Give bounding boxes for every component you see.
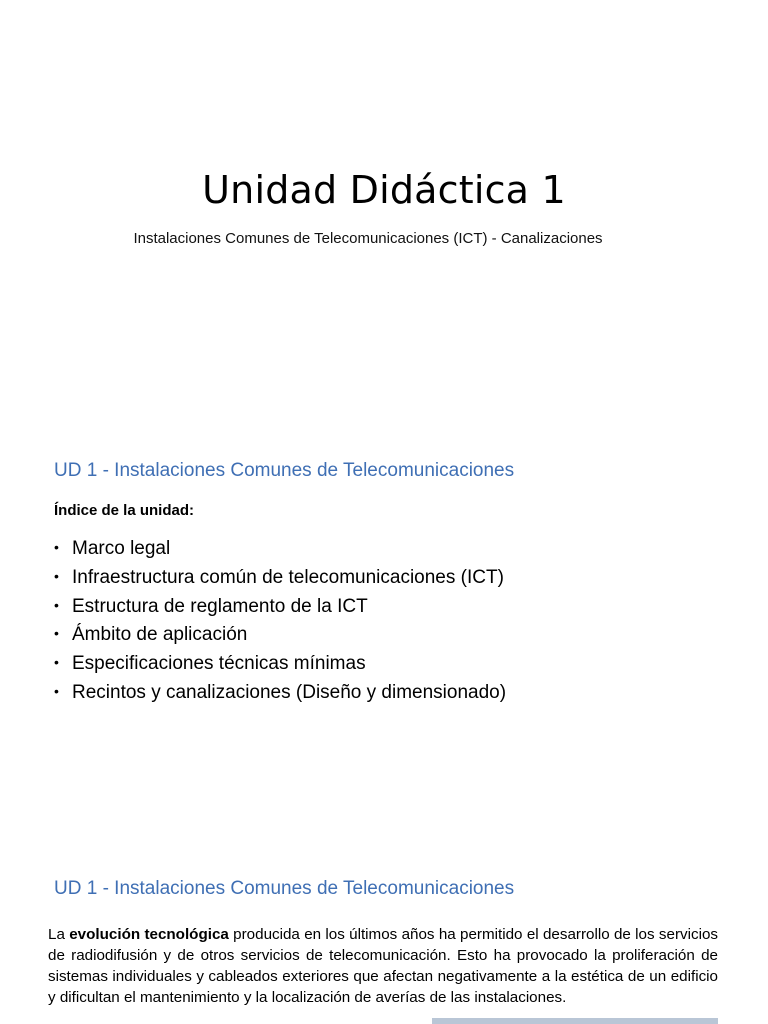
- index-item: [54, 649, 506, 678]
- index-item: [54, 534, 506, 563]
- index-item-label: Estructura de reglamento de la ICT: [72, 595, 368, 617]
- para-rest: producida en los últimos años ha permitido el desarrollo de los servicios de radiodifusión y de otros servicios de telecomunicación. Esto ha provocado la proliferación de sistemas individuales y cableados exteriores que afectan negativamente a la estética de un edificio y dificultan el mantenimiento y la localización de averías de las instalaciones.: [48, 926, 718, 1006]
- bullet-icon: •: [54, 539, 59, 555]
- bullet-icon: •: [54, 654, 59, 671]
- bullet-icon: •: [54, 682, 59, 699]
- bullet-icon: •: [54, 625, 59, 642]
- index-item-label: Marco legal: [72, 538, 171, 559]
- title-slide: [0, 0, 768, 430]
- index-item: [54, 620, 506, 649]
- index-item-label: Ámbito de aplicación: [72, 624, 248, 646]
- index-label: Índice de la unidad:: [54, 502, 195, 519]
- index-item: [54, 592, 506, 621]
- index-item-label: Recintos y canalizaciones (Diseño y dimensionado): [72, 681, 507, 703]
- bullet-icon: •: [54, 567, 59, 584]
- index-item: [54, 563, 506, 592]
- body-paragraph: [48, 924, 718, 1008]
- unit-subtitle: Instalaciones Comunes de Telecomunicaciones (ICT) - Canalizaciones: [133, 230, 603, 247]
- bullet-icon: •: [54, 596, 59, 613]
- figure-image-edge: [432, 1018, 718, 1024]
- index-list: [54, 534, 506, 707]
- body-slide-heading: UD 1 - Instalaciones Comunes de Telecomunicaciones: [54, 878, 515, 899]
- unit-title: Unidad Didáctica 1: [202, 168, 566, 212]
- body-slide: [0, 864, 768, 1024]
- index-slide-heading: UD 1 - Instalaciones Comunes de Telecomunicaciones: [54, 460, 515, 481]
- index-item: [54, 678, 506, 707]
- para-bold-phrase: evolución tecnológica: [69, 926, 229, 943]
- index-item-label: Especificaciones técnicas mínimas: [72, 653, 366, 675]
- index-item-label: Infraestructura común de telecomunicaciones (ICT): [72, 566, 504, 588]
- para-lead: La: [48, 926, 65, 943]
- index-slide: [0, 440, 768, 860]
